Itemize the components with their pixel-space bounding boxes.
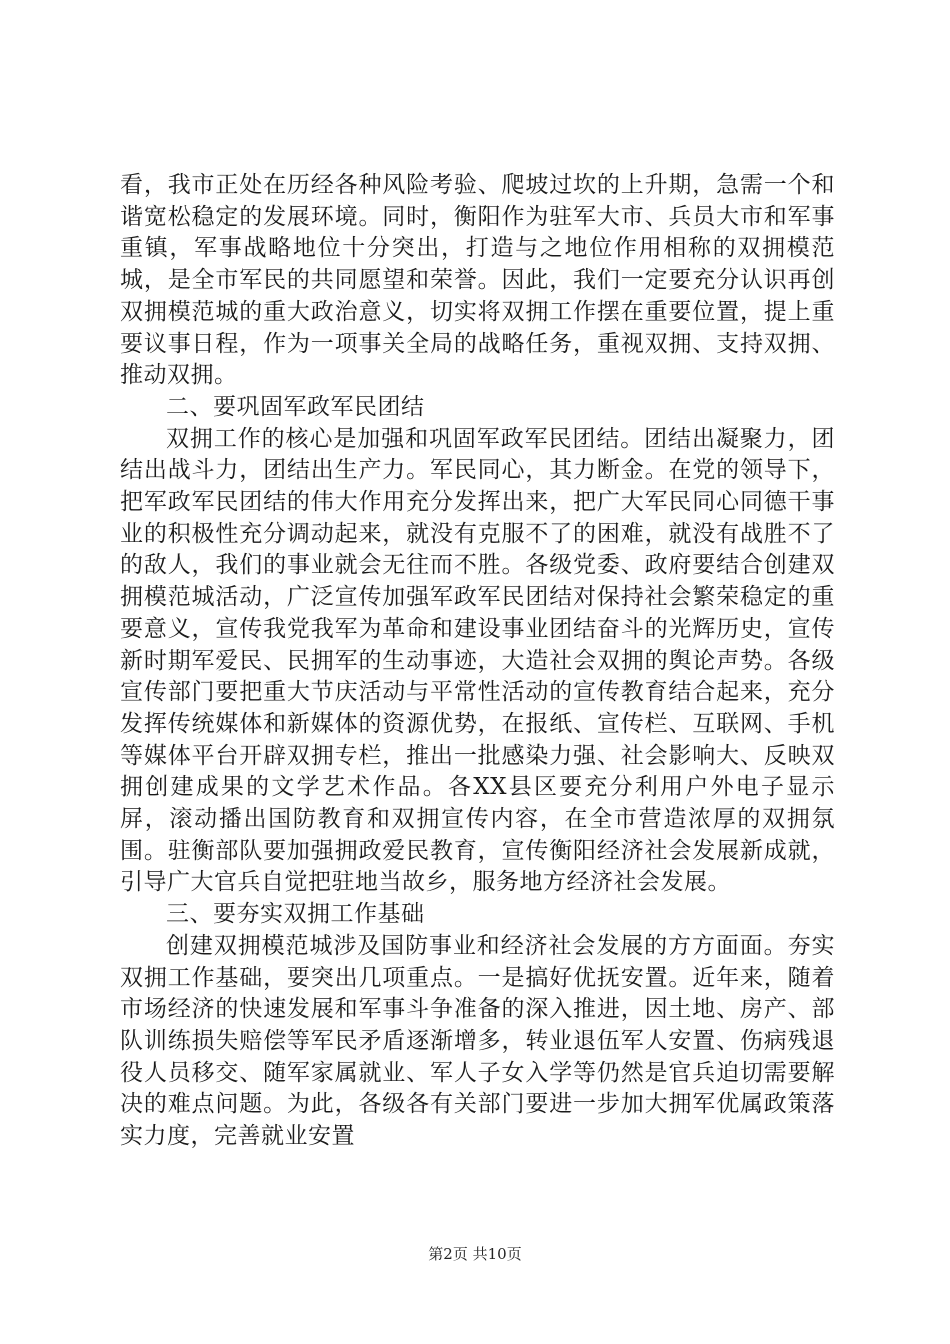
paragraph-3: 创建双拥模范城涉及国防事业和经济社会发展的方方面面。夯实双拥工作基础，要突出几项重点。一是搞好优抚安置。近年来，随着市场经济的快速发展和军事斗争准备的深入推进，因土地、房产、部队训练损失赔偿等军民矛盾逐渐增多，转业退伍军人安置、伤病残退役人员移交、随军家属就业、军人子女入学等仍然是官兵迫切需要解决的难点问题。为此，各级各有关部门要进一步加大拥军优属政策落实力度，完善就业安置 bbox=[120, 932, 835, 1150]
section-heading-2: 二、要巩固军政军民团结 bbox=[166, 393, 425, 420]
section-heading-3: 三、要夯实双拥工作基础 bbox=[166, 901, 425, 928]
paragraph-1: 看，我市正处在历经各种风险考验、爬坡过坎的上升期，急需一个和谐宽松稳定的发展环境。同时，衡阳作为驻军大市、兵员大市和军事重镇，军事战略地位十分突出，打造与之地位作用相称的双拥模范城，是全市军民的共同愿望和荣誉。因此，我们一定要充分认识再创双拥模范城的重大政治意义，切实将双拥工作摆在重要位置，提上重要议事日程，作为一项事关全局的战略任务，重视双拥、支持双拥、推动双拥。 bbox=[120, 172, 835, 389]
page-number: 第2页 共10页 bbox=[428, 1245, 522, 1263]
paragraph-2: 双拥工作的核心是加强和巩固军政军民团结。团结出凝聚力，团结出战斗力，团结出生产力。军民同心，其力断金。在党的领导下，把军政军民团结的伟大作用充分发挥出来，把广大军民同心同德干事业的积极性充分调动起来，就没有克服不了的困难，就没有战胜不了的敌人，我们的事业就会无往而不胜。各级党委、政府要结合创建双拥模范城活动，广泛宣传加强军政军民团结对保持社会繁荣稳定的重要意义，宣传我党我军为革命和建设事业团结奋斗的光辉历史，宣传新时期军爱民、民拥军的生动事迹，大造社会双拥的舆论声势。各级宣传部门要把重大节庆活动与平常性活动的宣传教育结合起来，充分发挥传统媒体和新媒体的资源优势，在报纸、宣传栏、互联网、手机等媒体平台开辟双拥专栏，推出一批感染力强、社会影响大、反映双拥创建成果的文学艺术作品。各XX县区要充分利用户外电子显示屏，滚动播出国防教育和双拥宣传内容，在全市营造浓厚的双拥氛围。驻衡部队要加强拥政爱民教育，宣传衡阳经济社会发展新成就，引导广大官兵自觉把驻地当故乡，服务地方经济社会发展。 bbox=[120, 425, 835, 896]
document-body bbox=[120, 170, 835, 1153]
